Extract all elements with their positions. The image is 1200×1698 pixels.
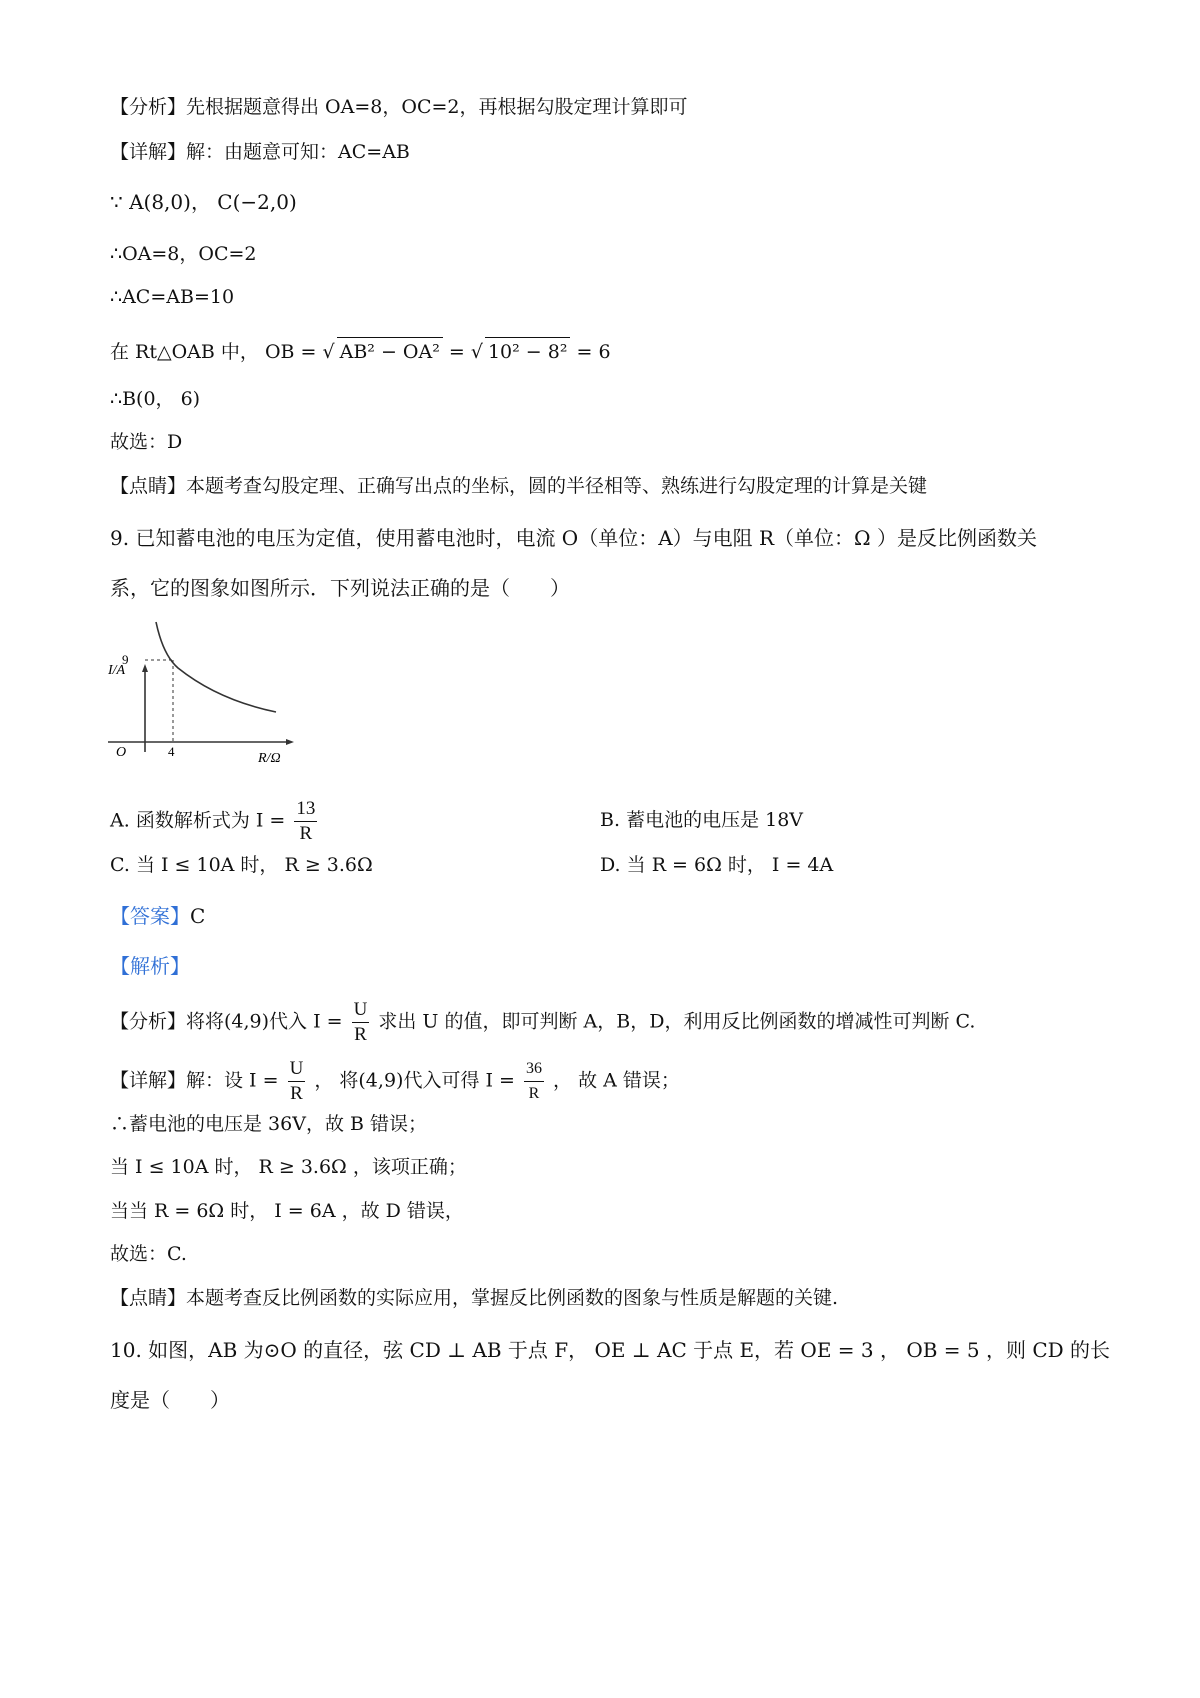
step4-radicand-2: 10² − 8² bbox=[485, 337, 571, 366]
q9-graph bbox=[108, 652, 308, 780]
detail-mid: ， 将(4,9)代入可得 I = bbox=[314, 1069, 515, 1092]
q9-option-d bbox=[600, 851, 833, 879]
q8-comment bbox=[110, 472, 927, 500]
x-tick-label: 4 bbox=[168, 744, 175, 759]
q9-comment bbox=[110, 1284, 838, 1312]
q9-option-b bbox=[600, 806, 803, 834]
step4-radicand-1: AB² − OA² bbox=[337, 337, 443, 366]
option-c-letter: C. bbox=[110, 854, 130, 876]
analysis-text: 先根据题意得出 OA=8，OC=2，再根据勾股定理计算即可 bbox=[186, 96, 688, 118]
q9-choice: 故选：C. bbox=[110, 1243, 187, 1265]
option-d-letter: D. bbox=[600, 854, 621, 876]
comment-tag: 【点睛】 bbox=[110, 475, 187, 497]
step4-prefix: 在 Rt△OAB 中， bbox=[110, 341, 259, 363]
analysis-pre: 将将(4,9)代入 I = bbox=[186, 1010, 343, 1033]
q10-stem-line1: 10. 如图，AB 为⊙O 的直径，弦 CD ⊥ AB 于点 F， OE ⊥ AC 于点 E，若 OE = 3 ， OB = 5 ，则 CD 的长 bbox=[110, 1338, 1111, 1362]
q9-answer bbox=[110, 902, 205, 930]
sqrt-icon: √ bbox=[470, 341, 483, 363]
detail-post: ， 故 A 错误； bbox=[553, 1069, 680, 1092]
q8-analysis bbox=[110, 93, 688, 121]
detail-fraction-1: $\frac{U}{R}$ bbox=[289, 1058, 304, 1104]
sqrt-icon: √ bbox=[322, 341, 335, 363]
q9-step1: ∴蓄电池的电压是 36V，故 B 错误； bbox=[110, 1113, 427, 1135]
option-a-text: 函数解析式为 I = bbox=[135, 809, 286, 832]
option-a-letter: A. bbox=[110, 809, 130, 832]
analysis-tag: 【分析】 bbox=[110, 1010, 187, 1033]
analysis-tag: 【分析】 bbox=[110, 96, 187, 118]
q9-step3: 当当 R = 6Ω 时， I = 6A ，故 D 错误， bbox=[110, 1200, 464, 1222]
comment-tag: 【点睛】 bbox=[110, 1287, 187, 1309]
q9-option-a bbox=[110, 797, 320, 846]
option-b-letter: B. bbox=[600, 809, 621, 831]
q9-stem-line1: 9. 已知蓄电池的电压为定值，使用蓄电池时，电流 O（单位：A）与电阻 R（单位：Ω ）是反比例函数关 bbox=[110, 526, 1037, 550]
step4-lhs: OB = bbox=[264, 341, 317, 363]
answer-value: C bbox=[190, 904, 206, 928]
detail-fraction-2: $\frac{36}{R}$ bbox=[524, 1057, 544, 1106]
detail-pre: 解：设 I = bbox=[186, 1069, 279, 1092]
analysis-post: 求出 U 的值，即可判断 A，B，D，利用反比例函数的增减性可判断 C. bbox=[378, 1010, 976, 1033]
detail-text: 解：由题意可知：AC=AB bbox=[186, 141, 410, 163]
q8-detail bbox=[110, 138, 410, 166]
analysis-fraction: $\frac{U}{R}$ bbox=[353, 999, 368, 1045]
option-b-text: 蓄电池的电压是 18V bbox=[626, 809, 804, 831]
q8-step2: ∴OA=8，OC=2 bbox=[110, 243, 257, 265]
q8-step3: ∴AC=AB=10 bbox=[110, 286, 235, 308]
q10-stem-line2: 度是（ ） bbox=[110, 1388, 230, 1412]
x-axis-arrow-icon bbox=[286, 739, 294, 745]
detail-tag: 【详解】 bbox=[110, 141, 187, 163]
q9-analysis bbox=[110, 998, 975, 1047]
q8-choice: 故选：D bbox=[110, 431, 183, 453]
step4-result: = 6 bbox=[576, 341, 611, 363]
q8-step5: ∴B(0， 6) bbox=[110, 388, 201, 410]
option-c-text: 当 I ≤ 10A 时， R ≥ 3.6Ω bbox=[135, 854, 373, 876]
x-axis-label: R/Ω bbox=[258, 751, 281, 766]
q9-option-c bbox=[110, 851, 373, 879]
answer-tag: 【答案】 bbox=[110, 904, 190, 928]
y-tick-label: 9 bbox=[122, 652, 129, 667]
option-d-text: 当 R = 6Ω 时， I = 4A bbox=[626, 854, 834, 876]
q9-stem-line2: 系，它的图象如图所示．下列说法正确的是（ ） bbox=[110, 576, 570, 600]
q9-step2: 当 I ≤ 10A 时， R ≥ 3.6Ω ，该项正确； bbox=[110, 1156, 467, 1178]
q8-step1: ∵ A(8,0)， C(−2,0) bbox=[110, 190, 297, 214]
comment-text: 本题考查勾股定理、正确写出点的坐标，圆的半径相等、熟练进行勾股定理的计算是关键 bbox=[186, 475, 928, 497]
comment-text: 本题考查反比例函数的实际应用，掌握反比例函数的图象与性质是解题的关键. bbox=[186, 1287, 839, 1309]
y-axis-label: I/A bbox=[108, 663, 126, 678]
origin-label: O bbox=[116, 745, 127, 760]
option-a-fraction: $\frac{13}{R}$ bbox=[296, 798, 316, 844]
y-axis-arrow-icon bbox=[142, 664, 148, 672]
detail-tag: 【详解】 bbox=[110, 1069, 187, 1092]
q9-detail bbox=[110, 1057, 680, 1106]
q9-explain-tag: 【解析】 bbox=[110, 954, 190, 978]
q8-step4 bbox=[110, 337, 611, 366]
step4-eq: = bbox=[448, 341, 465, 363]
inverse-curve bbox=[156, 622, 276, 712]
